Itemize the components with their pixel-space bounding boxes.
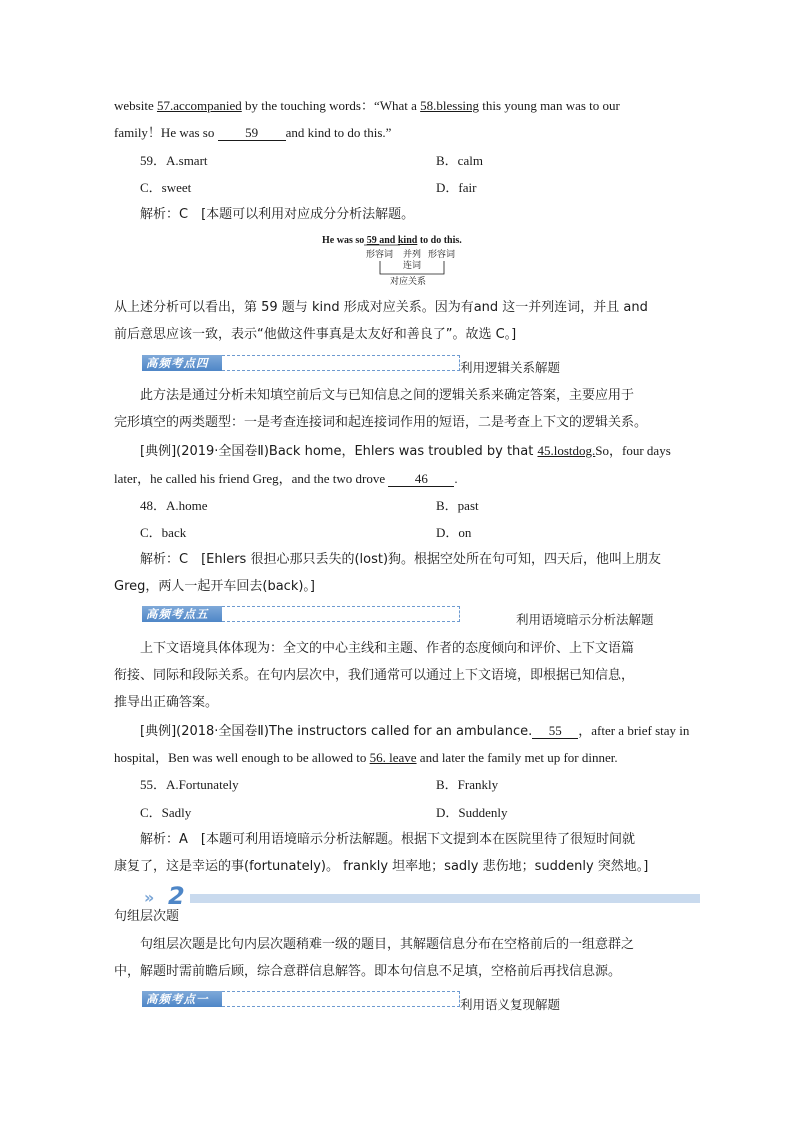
section-2-title: 句组层次题 (114, 909, 180, 924)
diagram-label-conj: 并列 (403, 250, 422, 260)
diagram-label-adj1: 形容词 (366, 250, 394, 260)
point5-example-line-2: hospital，Ben was well enough to be allowed to 56. leave and later the family met up for dinner. (114, 750, 618, 765)
option-59-c: C．sweet (140, 180, 192, 195)
sentence-structure-diagram (320, 230, 520, 288)
blank-59: 59 (218, 125, 286, 141)
point5-text-3: 推导出正确答案。 (114, 695, 219, 710)
option-55-c: C．Sadly (140, 805, 192, 820)
analysis-48-line-1: 解析：C [Ehlers 很担心那只丢失的(lost)狗。根据空处所在句可知，四天后，他叫上朋友 (140, 552, 662, 567)
passage-line-1: website 57.accompanied by the touching words：“What a 58.blessing this young man was to our (114, 98, 620, 113)
analysis-59: 解析：C [本题可以利用对应成分分析法解题。 (140, 207, 415, 222)
option-48-c: C．back (140, 525, 187, 540)
key-point-1-title: 利用语义复现解题 (460, 997, 561, 1012)
analysis-55-line-1: 解析：A [本题可利用语境暗示分析法解题。根据下文提到本在医院里待了很短时间就 (140, 832, 635, 847)
point4-example-line-2: later，he called his friend Greg，and the two drove 46 . (114, 471, 458, 486)
blank-58: 58.blessing (420, 98, 480, 113)
section-2-banner (144, 882, 700, 910)
key-point-4-header (142, 355, 460, 371)
key-point-5-badge: 高频考点五 (142, 606, 222, 622)
option-55-b: B．Frankly (436, 777, 499, 792)
option-48-a: 48．A.home (140, 498, 208, 513)
key-point-5-title: 利用语境暗示分析法解题 (516, 612, 654, 627)
key-point-5-header (142, 606, 460, 622)
option-59-b: B．calm (436, 153, 483, 168)
key-point-5-dashed-box (222, 606, 460, 622)
blank-46: 46 (388, 471, 454, 487)
section-2-text-1: 句组层次题是比句内层次题稍难一级的题目，其解题信息分布在空格前后的一组意群之 (140, 937, 635, 952)
key-point-1-dashed-box (222, 991, 460, 1007)
option-59-d: D．fair (436, 180, 477, 195)
blank-45: 45.lostdog. (537, 443, 596, 458)
point5-example-line-1: [典例](2018·全国卷Ⅱ)The instructors called for an ambulance. 55 ，after a brief stay in (140, 723, 690, 739)
section-2-text-2: 中，解题时需前瞻后顾，综合意群信息解答。即本句信息不足填，空格前后再找信息源。 (114, 964, 622, 979)
key-point-4-badge: 高频考点四 (142, 355, 222, 371)
diagram-label-conj2: 连词 (403, 261, 422, 271)
section-divider (190, 894, 700, 903)
key-point-4-dashed-box (222, 355, 460, 371)
key-point-1-header (142, 991, 460, 1007)
point5-text-2: 衔接、同际和段际关系。在句内层次中，我们通常可以通过上下文语境，即根据已知信息， (114, 668, 635, 683)
blank-57: 57.accompanied (156, 98, 242, 113)
option-48-d: D．on (436, 525, 472, 540)
diagram-label-adj2: 形容词 (428, 250, 456, 260)
key-point-1-badge: 高频考点一 (142, 991, 222, 1007)
passage-line-2: family！He was so 59 and kind to do this.” (114, 125, 392, 140)
option-48-b: B．past (436, 498, 479, 513)
option-55-d: D．Suddenly (436, 805, 508, 820)
blank-55: 55 (532, 723, 578, 739)
point5-text-1: 上下文语境具体体现为：全文的中心主线和主题、作者的态度倾向和评价、上下文语篇 (140, 641, 635, 656)
diagram-sentence: He was so 59 and kind to do this. (322, 235, 462, 246)
diagram-label-rel: 对应关系 (390, 277, 427, 287)
point4-text-2: 完形填空的两类题型：一是考查连接词和起连接词作用的短语，二是考查上下文的逻辑关系。 (114, 415, 648, 430)
explain-59-line-2: 前后意思应该一致，表示“他做这件事真是太友好和善良了”。故选 C。] (114, 327, 517, 342)
analysis-55-line-2: 康复了，这是幸运的事(fortunately)。 frankly 坦率地；sadly 悲伤地；suddenly 突然地。] (114, 859, 649, 874)
point4-example-line-1: [典例](2019·全国卷Ⅱ)Back home，Ehlers was troubled by that 45.lostdog.So，four days (140, 443, 671, 459)
analysis-48-line-2: Greg，两人一起开车回去(back)。] (114, 579, 315, 594)
point4-text-1: 此方法是通过分析未知填空前后文与已知信息之间的逻辑关系来确定答案，主要应用于 (140, 388, 635, 403)
double-arrow-icon: » (144, 888, 152, 907)
explain-59-line-1: 从上述分析可以看出，第 59 题与 kind 形成对应关系。因为有and 这一并列连词，并且 and (114, 300, 648, 315)
blank-56: 56. leave (369, 750, 417, 765)
option-59-a: 59．A.smart (140, 153, 208, 168)
key-point-4-title: 利用逻辑关系解题 (460, 360, 561, 375)
option-55-a: 55．A.Fortunately (140, 777, 239, 792)
section-number: 2 (168, 882, 185, 910)
